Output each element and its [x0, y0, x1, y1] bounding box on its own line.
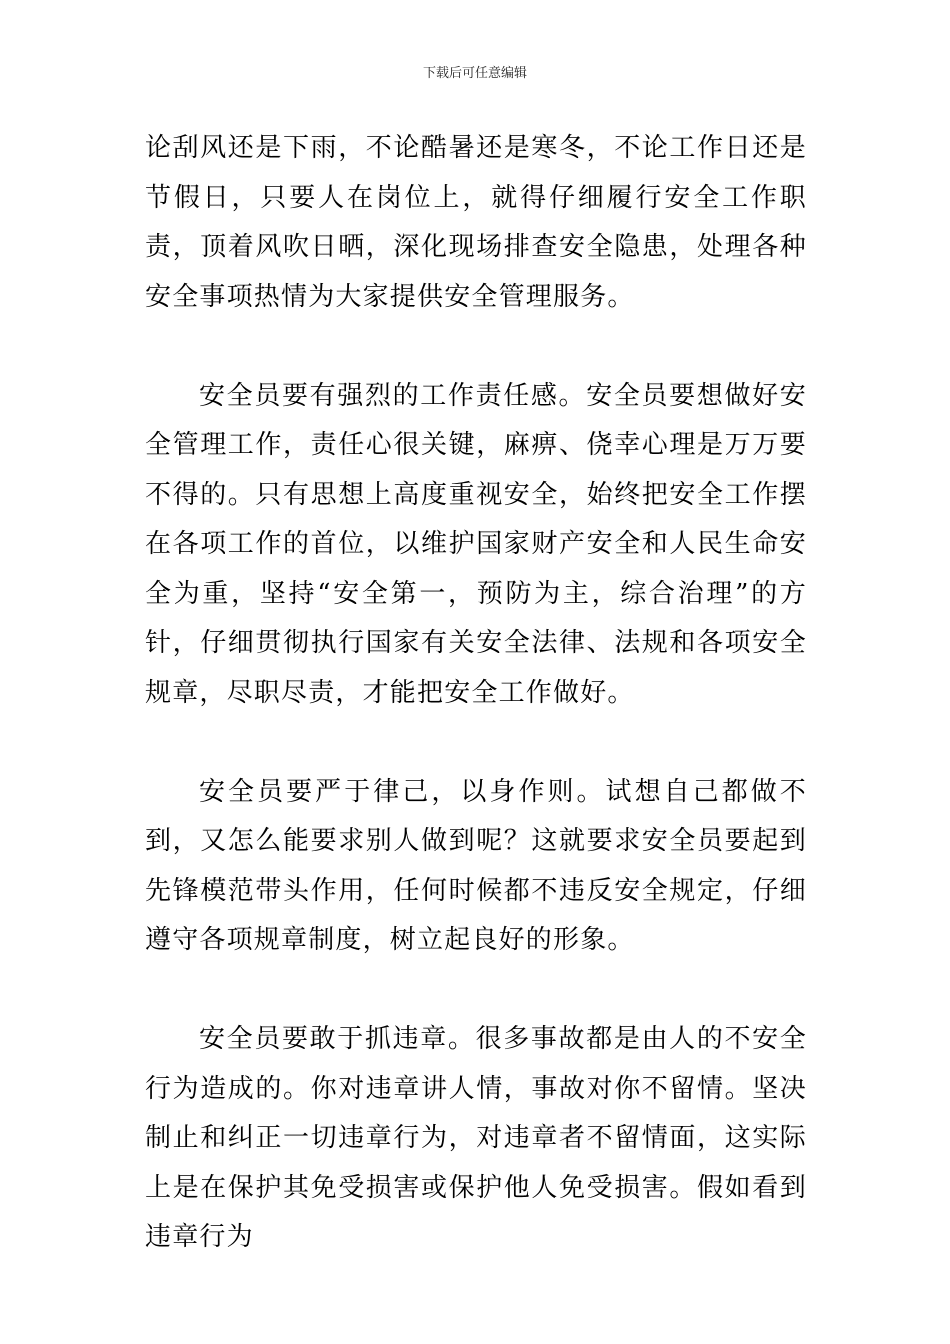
paragraph-violations: 安全员要敢于抓违章。很多事故都是由人的不安全行为造成的。你对违章讲人情，事故对你不留情。坚决制止和纠正一切违章行为，对违章者不留情面，这实际上是在保护其免受损害或保护他人免受损害。假如看到违章行为: [145, 1024, 807, 1252]
paragraph-responsibility: 安全员要有强烈的工作责任感。安全员要想做好安全管理工作，责任心很关键，麻痹、侥幸心理是万万要不得的。只有思想上高度重视安全，始终把安全工作摆在各项工作的首位，以维护国家财产安全和人民生命安全为重，坚持“安全第一，预防为主，综合治理”的方针，仔细贯彻执行国家有关安全法律、法规和各项安全规章，尽职尽责，才能把安全工作做好。: [145, 380, 807, 708]
page-header: 下载后可任意编辑: [422, 66, 527, 81]
document-body: [145, 124, 807, 1263]
paragraph-spacer: [145, 718, 807, 768]
paragraph-self-discipline: 安全员要严于律己，以身作则。试想自己都做不到，又怎么能要求别人做到呢？这就要求安全员要起到先锋模范带头作用，任何时候都不违反安全规定，仔细遵守各项规章制度，树立起良好的形象。: [145, 776, 807, 955]
paragraph-continued: 论刮风还是下雨，不论酷暑还是寒冬，不论工作日还是节假日，只要人在岗位上，就得仔细履行安全工作职责，顶着风吹日晒，深化现场排查安全隐患，处理各种安全事项热情为大家提供安全管理服务。: [145, 133, 807, 312]
paragraph-spacer: [145, 966, 807, 1016]
paragraph-spacer: [145, 322, 807, 372]
